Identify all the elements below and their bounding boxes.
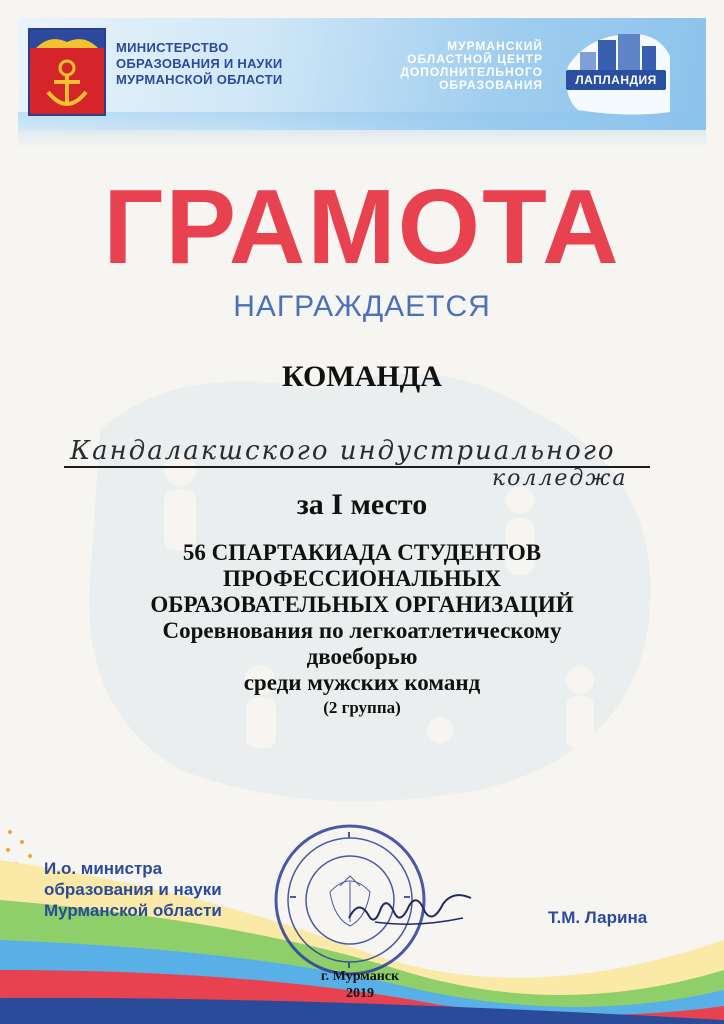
center-line: МУРМАНСКИЙ <box>447 39 543 53</box>
signer-name: Т.М. Ларина <box>548 908 648 927</box>
event-line: ОБРАЗОВАТЕЛЬНЫХ ОРГАНИЗАЦИЙ <box>150 592 574 617</box>
ministry-line: МИНИСТЕРСТВО <box>116 40 229 55</box>
recipient-type: КОМАНДА <box>282 360 442 393</box>
event-line: среди мужских команд <box>243 670 481 695</box>
event-description <box>80 540 644 720</box>
signer-title <box>44 858 264 921</box>
year: 2019 <box>346 986 374 1001</box>
event-line: ПРОФЕССИОНАЛЬНЫХ <box>223 566 501 591</box>
coat-of-arms-logo <box>28 28 106 116</box>
city: г. Мурманск <box>320 969 400 984</box>
center-line: ОБЛАСТНОЙ ЦЕНТР <box>407 52 543 66</box>
ministry-line: ОБРАЗОВАНИЯ И НАУКИ <box>116 56 283 71</box>
ministry-line: МУРМАНСКОЙ ОБЛАСТИ <box>116 72 283 87</box>
ministry-name <box>116 40 366 88</box>
event-line: Соревнования по легкоатлетическому <box>162 618 562 643</box>
laplandia-label: ЛАПЛАНДИЯ <box>566 70 666 90</box>
event-line: двоеборью <box>306 644 418 669</box>
awarded-caption: НАГРАЖДАЕТСЯ <box>233 290 491 323</box>
event-group: (2 группа) <box>323 698 401 717</box>
event-line: 56 СПАРТАКИАДА СТУДЕНТОВ <box>182 540 542 565</box>
handwritten-recipient-line2: колледжа <box>492 466 628 491</box>
signer-title-line: образования и науки <box>44 880 222 899</box>
city-year <box>290 968 430 1002</box>
handwritten-recipient-line1: Кандалакшского индустриального <box>70 436 616 466</box>
handwritten-signature <box>345 888 475 932</box>
certificate-title: ГРАМОТА <box>103 168 621 286</box>
place-text: за I место <box>296 488 428 521</box>
center-line: ДОПОЛНИТЕЛЬНОГО <box>400 65 543 79</box>
center-name <box>383 40 543 92</box>
center-line: ОБРАЗОВАНИЯ <box>439 78 543 92</box>
signer-title-line: И.о. министра <box>44 859 163 878</box>
signer-title-line: Мурманской области <box>44 901 222 920</box>
